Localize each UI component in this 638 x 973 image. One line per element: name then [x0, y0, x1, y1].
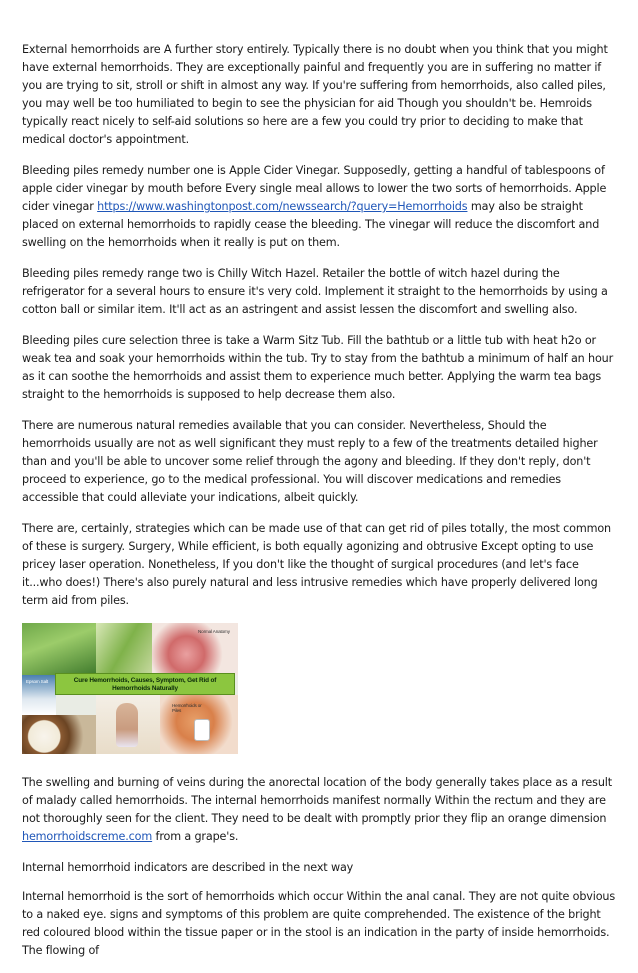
- paragraph-internal-hemorrhoid: Internal hemorrhoid is the sort of hemorrhoids which occur Within the anal canal. They are not quite obvious to a naked eye. signs and symptoms of this problem are quite comprehended. The existence of the bright red coloured blood within the tissue paper or in the stool is an indication in the party of inside hemorrhoids. The flowing of: [22, 890, 616, 957]
- paragraph-internal-indicators-intro: Internal hemorrhoid indicators are described in the next way: [22, 861, 354, 874]
- coconut-photo: [22, 715, 96, 754]
- paragraph-natural-remedies: There are numerous natural remedies available that you can consider. Nevertheless, Should the hemorrhoids usually are not as well significant they must reply to a few of the treatments detailed higher than and you'll be able to uncover some relief through the agony and bleeding. If they don't reply, don't proceed to experience, go to the medical professional. You will discover medications and remedies accessible that could alleviate your indications, albeit quickly.: [22, 419, 598, 504]
- article-body: [22, 41, 618, 973]
- paragraph-text: The swelling and burning of veins during the anorectal location of the body generally takes place as a result of malady called hemorrhoids. The internal hemorrhoids manifest normally Within the rectum and they are not thoroughly seen for the client. They need to be dealt with promptly prior they flip an orange dimension: [22, 776, 612, 825]
- paragraph-text: may also be straight placed on external hemorrhoids to rapidly cease the bleeding. The vinegar will reduce the discomfort and swelling on the hemorrhoids when it really is put on them.: [22, 200, 600, 249]
- paragraph-sitz-bath: Bleeding piles cure selection three is take a Warm Sitz Tub. Fill the bathtub or a little tub with heat h2o or weak tea and soak your hemorrhoids within the tub. Try to stay from the bathtub a minimum of half an hour as it can soothe the hemorrhoids and assist them to experience much better. Applying the warm tea bags straight to the hemorrhoids is supposed to help decrease them also.: [22, 334, 614, 401]
- paragraph-witch-hazel: Bleeding piles remedy range two is Chilly Witch Hazel. Retailer the bottle of witch hazel during the refrigerator for a several hours to ensure it's very cold. Implement it straight to the hemorrhoids by using a cotton ball or similar item. It'll act as an astringent and assist lessen the discomfort and swelling also.: [22, 267, 608, 316]
- hemorrhoidscreme-link[interactable]: hemorrhoidscreme.com: [22, 830, 153, 843]
- toilet-illustration: [194, 719, 210, 741]
- paragraph-swelling-veins: [22, 774, 618, 846]
- normal-anatomy-label: Normal Anatomy: [198, 629, 230, 634]
- woman-figure-shape: [116, 703, 138, 747]
- aloe-plant-photo: [22, 623, 96, 675]
- aloe-leaf-photo: [96, 623, 152, 675]
- collage-caption: Cure Hemorrhoids, Causes, Symptom, Get Rid of Hemorrhoids Naturally: [55, 673, 235, 695]
- washingtonpost-link[interactable]: https://www.washingtonpost.com/newssearch/?query=Hemorrhoids: [97, 200, 468, 213]
- hemorrhoids-collage-image: [22, 623, 238, 754]
- paragraph-external-hemorrhoids: External hemorrhoids are A further story entirely. Typically there is no doubt when you think that you might have external hemorrhoids. They are exceptionally painful and frequently you are in suffering no matter if you are trying to sit, stroll or shift in almost any way. If you're suffering from hemorrhoids, also called piles, you may well be too humiliated to begin to see the physician for aid Though you shouldn't be. Hemroids typically react nicely to self-aid solutions so here are a few you could try prior to deciding to make that medical doctor's appointment.: [22, 43, 608, 146]
- piles-label: Hemorrhoids or Piles: [172, 703, 202, 713]
- paragraph-apple-cider-vinegar: [22, 162, 618, 252]
- paragraph-surgery: There are, certainly, strategies which can be made use of that can get rid of piles totally, the most common of these is surgery. Surgery, While efficient, is both equally agonizing and obtrusive Except opting to use pricey laser operation. Nonetheless, If you don't like the thought of surgical procedures (and let's face it...who does!) There's also purely natural and less intrusive remedies which have properly delivered long term aid from piles.: [22, 522, 611, 607]
- paragraph-text: Bleeding piles remedy number one is Apple Cider Vinegar. Supposedly, getting a handful of tablespoons of apple cider vinegar by mouth before Every single meal allows to lower the two sorts of hemorrhoids. Apple cider vinegar: [22, 164, 607, 213]
- epsom-salt-label: Epsom Salt: [26, 679, 48, 684]
- paragraph-text: from a grape's.: [152, 830, 239, 843]
